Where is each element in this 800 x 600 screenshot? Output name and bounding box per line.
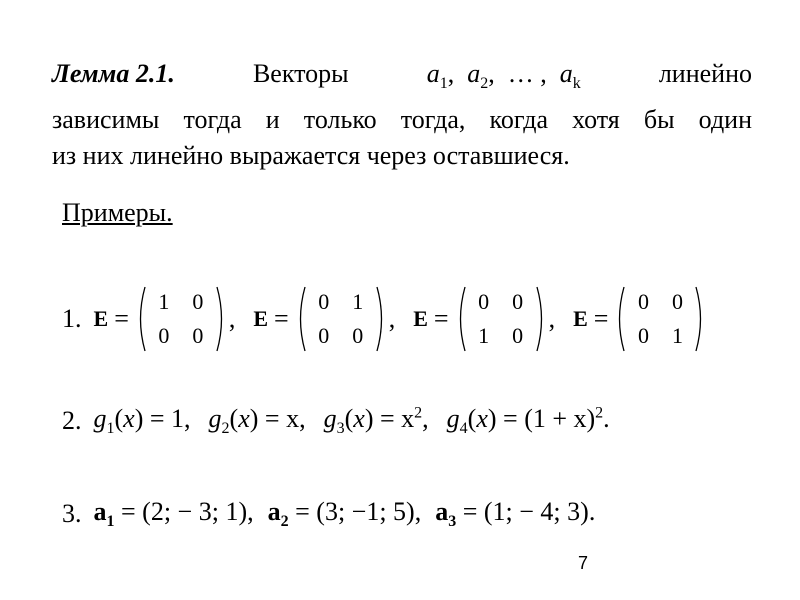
equals-sign: = bbox=[114, 304, 129, 333]
left-paren-icon bbox=[455, 285, 467, 353]
matrix-name: E bbox=[573, 306, 588, 331]
example-3-number: 3. bbox=[62, 499, 82, 529]
matrix-cells bbox=[467, 285, 535, 353]
vector-definition: $a_1 = (2$; − 3; 1), bbox=[93, 497, 254, 531]
matrix-cell: 1 bbox=[478, 323, 490, 348]
matrix bbox=[295, 284, 387, 354]
matrix-cells bbox=[147, 285, 215, 353]
function-argument: x bbox=[353, 404, 365, 433]
right-paren-icon bbox=[215, 285, 227, 353]
vector-punct: , bbox=[247, 497, 254, 526]
vector-value: (1; − 4; 3) bbox=[483, 497, 589, 526]
comma: , bbox=[548, 304, 556, 333]
matrix-cell: 0 bbox=[192, 323, 204, 348]
examples-heading: Примеры. bbox=[62, 198, 173, 227]
matrix-cell: 0 bbox=[318, 289, 330, 314]
matrix-name: E bbox=[93, 306, 109, 331]
vector-a2-index: 2 bbox=[480, 75, 489, 93]
lemma-line-1 bbox=[52, 56, 752, 102]
matrix-cell: 0 bbox=[637, 289, 649, 314]
matrix-cell: 0 bbox=[637, 323, 649, 348]
matrix-cell: 1 bbox=[671, 323, 683, 348]
vector-value: (3; −1; 5) bbox=[316, 497, 415, 526]
function-name: g bbox=[93, 404, 107, 433]
example-1 bbox=[62, 283, 712, 355]
matrix-cell: 0 bbox=[512, 289, 524, 314]
example-3 bbox=[62, 497, 609, 531]
function-value: x bbox=[286, 404, 300, 433]
left-paren-icon bbox=[295, 285, 307, 353]
vector-definition: $a_3 = (1$; − 4; 3). bbox=[435, 497, 596, 531]
vector-ak-index: k bbox=[572, 75, 581, 93]
lemma-block bbox=[52, 56, 752, 174]
example-2-number: 2. bbox=[62, 406, 82, 436]
vector-index: 2 bbox=[280, 513, 289, 531]
function-list bbox=[94, 404, 628, 438]
function-punct: . bbox=[603, 404, 610, 433]
function-value: (1 + x) bbox=[524, 404, 596, 433]
function-value: 1 bbox=[171, 404, 185, 433]
matrix-equation bbox=[94, 284, 248, 354]
function-name: g bbox=[208, 404, 222, 433]
vector-name bbox=[267, 497, 289, 531]
matrix-cell: 0 bbox=[671, 289, 683, 314]
matrix-list bbox=[94, 284, 713, 354]
right-paren-icon bbox=[694, 285, 706, 353]
matrix-equation bbox=[413, 284, 567, 354]
matrix-cells bbox=[307, 285, 375, 353]
matrix bbox=[135, 284, 227, 354]
function-index: 2 bbox=[221, 420, 230, 438]
function-punct: , bbox=[299, 404, 306, 433]
matrix-cell: 0 bbox=[512, 323, 524, 348]
lemma-word-vectors: Векторы bbox=[252, 59, 349, 88]
equals-sign: = bbox=[274, 304, 289, 333]
matrix-equation bbox=[573, 284, 706, 354]
lemma-line-3: из них линейно выражается через оставшиеся. bbox=[52, 141, 570, 171]
vector-a1: a bbox=[426, 59, 440, 88]
comma: , bbox=[388, 304, 396, 333]
matrix-cell: 1 bbox=[158, 289, 170, 314]
matrix-cell: 0 bbox=[158, 323, 170, 348]
vector-a2: a bbox=[467, 59, 481, 88]
function-name: g bbox=[446, 404, 460, 433]
function-index: 4 bbox=[459, 420, 468, 438]
function-argument: x bbox=[123, 404, 135, 433]
function-index: 1 bbox=[106, 420, 115, 438]
equals-sign: = bbox=[593, 304, 609, 333]
vector-name bbox=[93, 497, 115, 531]
matrix-cell: 0 bbox=[478, 289, 490, 314]
function-argument: x bbox=[476, 404, 488, 433]
right-paren-icon bbox=[375, 285, 387, 353]
matrix-cell: 1 bbox=[352, 289, 364, 314]
vector-letter: a bbox=[435, 497, 449, 526]
vector-ak: a bbox=[559, 59, 573, 88]
vector-index: 1 bbox=[106, 513, 115, 531]
right-paren-icon bbox=[535, 285, 547, 353]
matrix-equation bbox=[253, 284, 407, 354]
lemma-title: Лемма 2.1. bbox=[52, 59, 175, 88]
vector-letter: a bbox=[267, 497, 281, 526]
function-index: 3 bbox=[336, 420, 345, 438]
comma: , bbox=[228, 304, 236, 333]
vector-punct: . bbox=[588, 497, 596, 526]
example-1-number: 1. bbox=[62, 304, 82, 333]
function-definition: $g_3(x) = x^2$, bbox=[323, 404, 429, 438]
matrix-name: E bbox=[413, 306, 428, 331]
vector-name bbox=[435, 497, 457, 531]
page-number: 7 bbox=[578, 553, 589, 573]
vector-a1-index: 1 bbox=[439, 75, 448, 93]
matrix bbox=[455, 284, 547, 354]
matrix-cell: 0 bbox=[352, 323, 364, 348]
function-punct: , bbox=[184, 404, 191, 433]
function-punct: , bbox=[422, 404, 429, 433]
function-exponent: 2 bbox=[414, 404, 423, 422]
left-paren-icon bbox=[614, 285, 626, 353]
ellipsis: … bbox=[507, 59, 534, 88]
vector-definition: $a_2 = (3$; −1; 5), bbox=[267, 497, 422, 531]
vector-value: (2; − 3; 1) bbox=[142, 497, 248, 526]
lemma-line-2: зависимы тогда и только тогда, когда хотя бы один bbox=[52, 105, 752, 135]
lemma-word-linear: линейно bbox=[658, 59, 752, 88]
matrix-name: E bbox=[253, 306, 269, 331]
function-argument: x bbox=[238, 404, 250, 433]
matrix-cells bbox=[626, 285, 694, 353]
function-definition: $g_1(x) = 1$, bbox=[93, 404, 191, 438]
vector-punct: , bbox=[414, 497, 422, 526]
lemma-vector-list: $a_1$, $a_2$, … , $a_k$ bbox=[426, 59, 581, 93]
equals-sign: = bbox=[433, 304, 449, 333]
function-name: g bbox=[323, 404, 337, 433]
function-definition: $g_4(x) = (1 + x)^2$. bbox=[446, 404, 610, 438]
function-definition: $g_2(x) = x$, bbox=[208, 404, 306, 438]
function-value: x bbox=[401, 404, 415, 433]
vector-index: 3 bbox=[448, 513, 457, 531]
matrix bbox=[614, 284, 706, 354]
function-exponent: 2 bbox=[595, 404, 604, 422]
example-2 bbox=[62, 404, 628, 438]
vector-list bbox=[94, 497, 610, 531]
matrix-cell: 0 bbox=[192, 289, 204, 314]
left-paren-icon bbox=[135, 285, 147, 353]
matrix-cell: 0 bbox=[318, 323, 330, 348]
vector-letter: a bbox=[93, 497, 107, 526]
